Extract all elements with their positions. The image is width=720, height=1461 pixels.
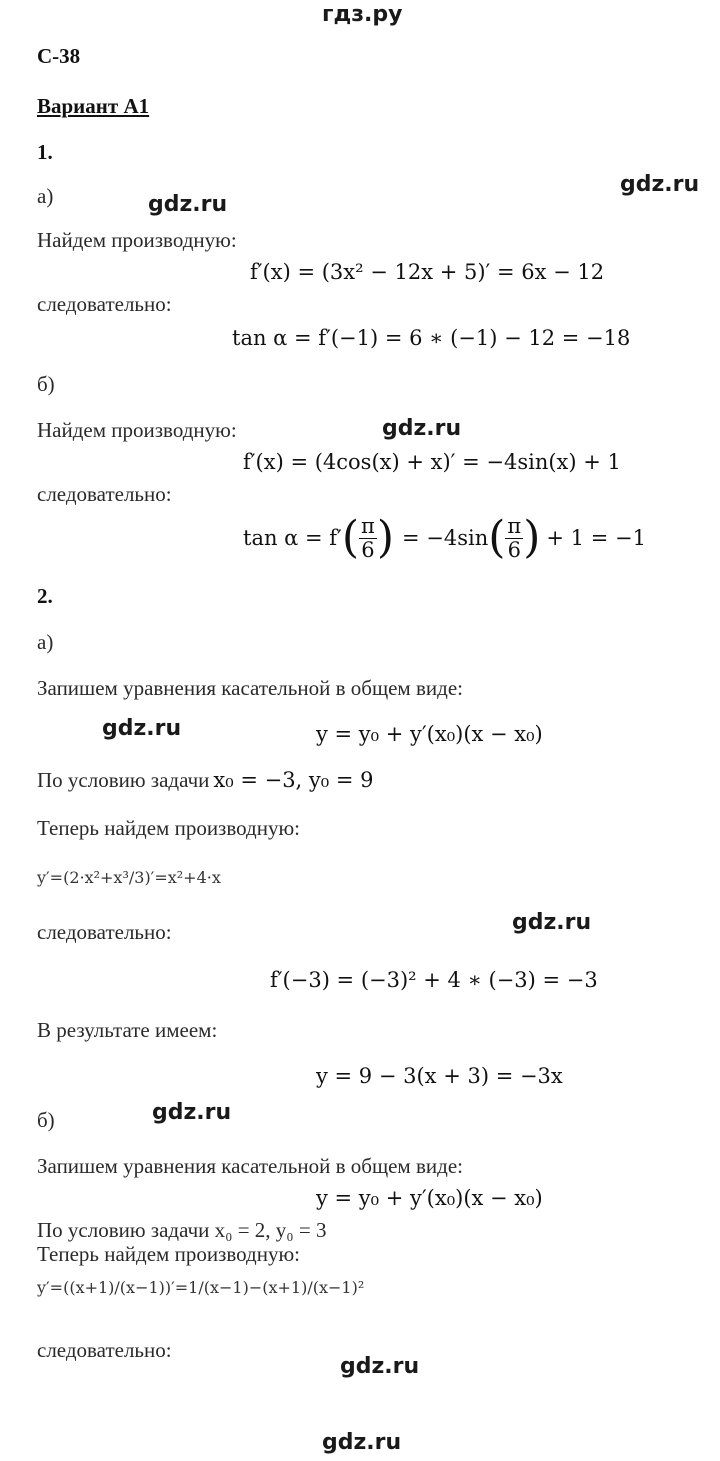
task2-a-derivative: y′=(2·x²+x³/3)′=x²+4·x <box>37 868 221 887</box>
task1-b-therefore: следовательно: <box>37 482 172 506</box>
task2-b-therefore: следовательно: <box>37 1338 172 1362</box>
task1-a-label: а) <box>37 184 54 208</box>
pi-over-six-2: $\frac{\pi}{6}$ <box>507 514 522 562</box>
task2-a-result-label: В результате имеем: <box>37 1018 218 1042</box>
task1-a-therefore: следовательно: <box>37 292 172 316</box>
watermark: gdz.ru <box>512 910 592 935</box>
task1-a-tan-eq: tan α = f′(−1) = 6 ∗ (−1) − 12 = −18 <box>232 326 631 350</box>
pi-over-six-1: $\frac{\pi}{6}$ <box>361 514 375 562</box>
task1-b-tan-eq: tan α = f′ ( $\frac{\pi}{6}$ ) = −4sin ( $\frac{\pi}{6}$ ) + 1 = −1 <box>243 512 646 563</box>
task2-b-condition: По условию задачи x₀ = 2, y₀ = 3 <box>37 1218 327 1242</box>
task2-a-tangent-formula: y = y₀ + y′(x₀)(x − x₀) <box>316 722 543 746</box>
task1-a-derivative-eq: f′(x) = (3x² − 12x + 5)′ = 6x − 12 <box>250 260 605 284</box>
watermark: gdz.ru <box>102 716 182 741</box>
task2-a-value: f′(−3) = (−3)² + 4 ∗ (−3) = −3 <box>270 968 598 992</box>
task2-a-condition: По условию задачи x₀ = −3, y₀ = 9 <box>37 768 374 792</box>
watermark: gdz.ru <box>340 1354 420 1379</box>
task1-b-find-derivative: Найдем производную: <box>37 418 237 442</box>
site-header: гдз.ру <box>322 2 403 27</box>
task2-b-find-derivative: Теперь найдем производную: <box>37 1242 300 1266</box>
tan-eq-right: + 1 = −1 <box>546 526 646 550</box>
tan-eq-left: tan α = f′ <box>243 526 342 550</box>
task2-b-tangent-general: Запишем уравнения касательной в общем виде: <box>37 1154 463 1178</box>
task2-a-label: а) <box>37 630 54 654</box>
task2-b-tangent-formula: y = y₀ + y′(x₀)(x − x₀) <box>316 1186 543 1210</box>
task2-a-tangent-general: Запишем уравнения касательной в общем виде: <box>37 676 463 700</box>
watermark: gdz.ru <box>620 172 700 197</box>
task2-number: 2. <box>37 584 53 608</box>
task1-b-label: б) <box>37 372 55 396</box>
section-number: С-38 <box>37 44 81 68</box>
task1-a-find-derivative: Найдем производную: <box>37 228 237 252</box>
task1-b-derivative-eq: f′(x) = (4cos(x) + x)′ = −4sin(x) + 1 <box>243 450 621 474</box>
watermark-footer: gdz.ru <box>322 1430 402 1455</box>
task2-b-derivative: y′=((x+1)/(x−1))′=1/(x−1)−(x+1)/(x−1)² <box>37 1278 365 1297</box>
watermark: gdz.ru <box>382 416 462 441</box>
tan-eq-mid: = −4sin <box>401 526 489 550</box>
task2-a-result: y = 9 − 3(x + 3) = −3x <box>316 1064 563 1088</box>
task2-b-label: б) <box>37 1108 55 1132</box>
task2-a-therefore: следовательно: <box>37 920 172 944</box>
watermark: gdz.ru <box>152 1100 232 1125</box>
watermark: gdz.ru <box>148 192 228 217</box>
task1-number: 1. <box>37 140 53 164</box>
task2-a-find-derivative: Теперь найдем производную: <box>37 816 300 840</box>
variant-title: Вариант А1 <box>37 94 150 118</box>
